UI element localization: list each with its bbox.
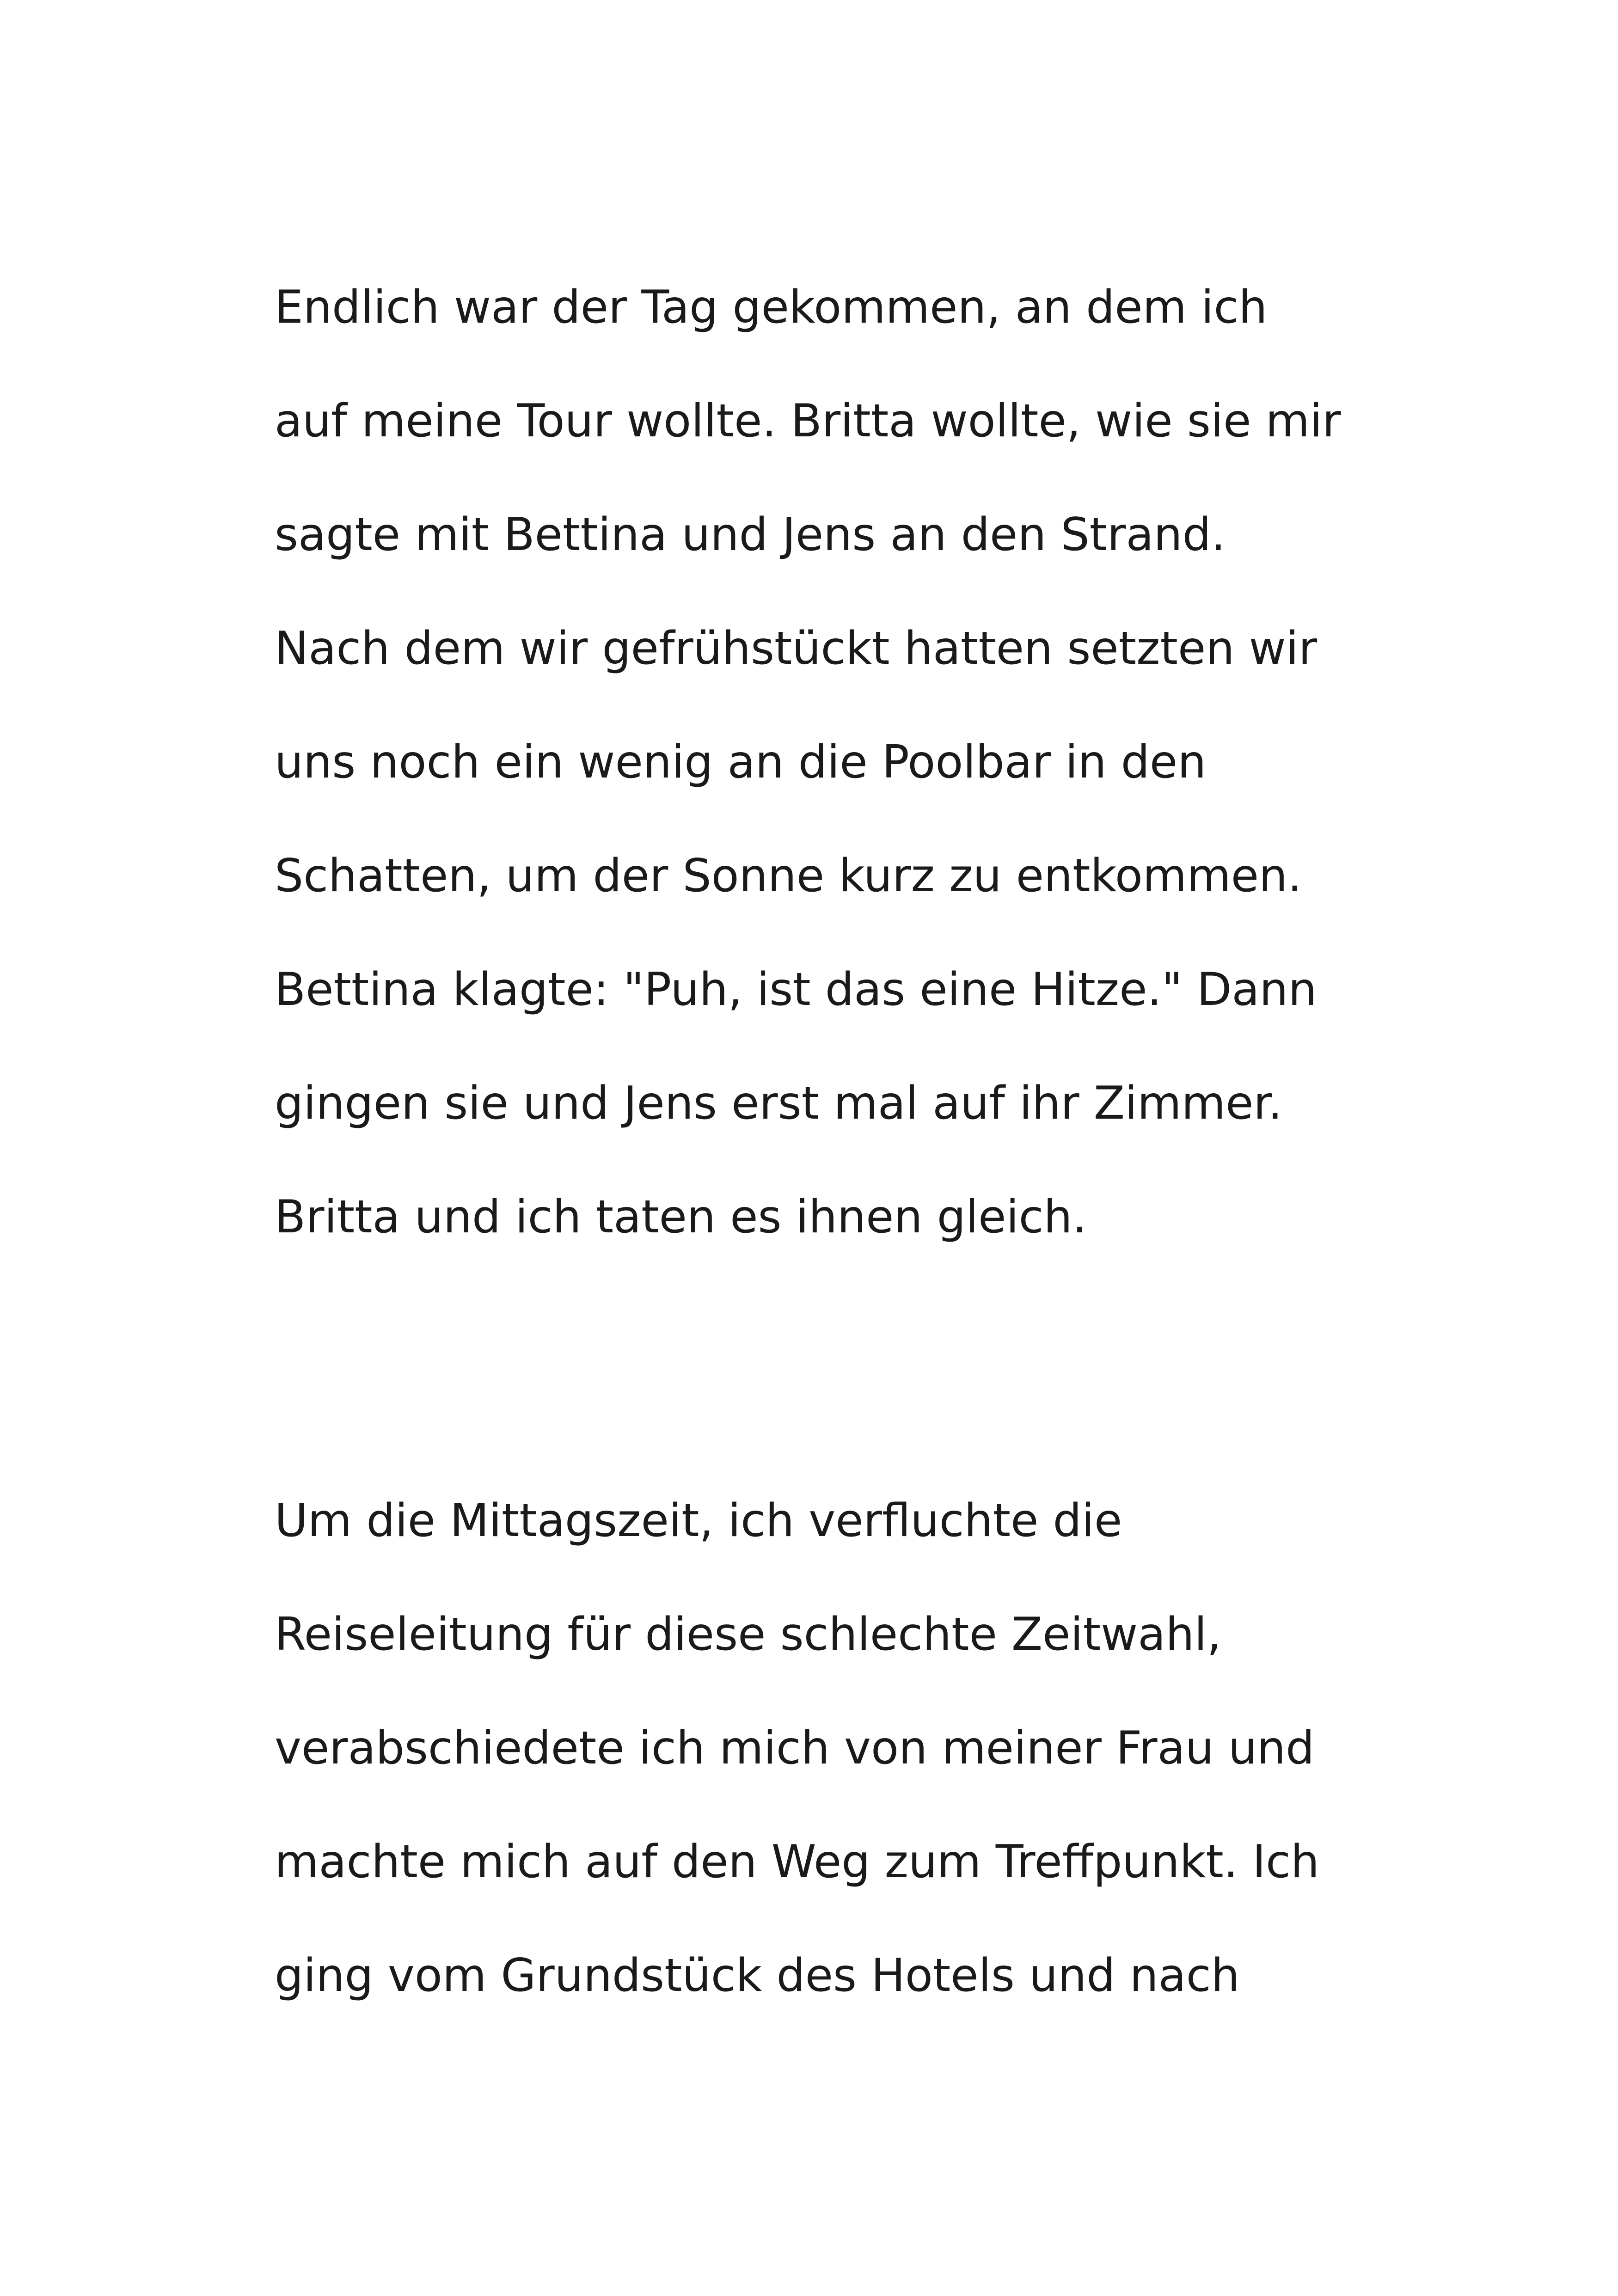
text-line: Bettina klagte: "Puh, ist das eine Hitze." Dann	[275, 963, 1317, 1016]
text-line: ging vom Grundstück des Hotels und nach	[275, 1949, 1240, 2002]
text-line: uns noch ein wenig an die Poolbar in den	[275, 736, 1207, 789]
text-line: auf meine Tour wollte. Britta wollte, wie sie mir	[275, 395, 1341, 447]
text-line: gingen sie und Jens erst mal auf ihr Zimmer.	[275, 1077, 1282, 1130]
text-line: machte mich auf den Weg zum Treffpunkt. Ich	[275, 1836, 1319, 1888]
text-line: Endlich war der Tag gekommen, an dem ich	[275, 281, 1268, 334]
text-line: Britta und ich taten es ihnen gleich.	[275, 1191, 1087, 1243]
text-line: Nach dem wir gefrühstückt hatten setzten wir	[275, 622, 1318, 675]
text-line: verabschiedete ich mich von meiner Frau und	[275, 1722, 1315, 1775]
text-line: Schatten, um der Sonne kurz zu entkommen.	[275, 850, 1302, 902]
text-line: Reiseleitung für diese schlechte Zeitwahl,	[275, 1608, 1221, 1661]
text-line: sagte mit Bettina und Jens an den Strand.	[275, 508, 1226, 561]
text-line: Um die Mittagszeit, ich verfluchte die	[275, 1494, 1122, 1547]
